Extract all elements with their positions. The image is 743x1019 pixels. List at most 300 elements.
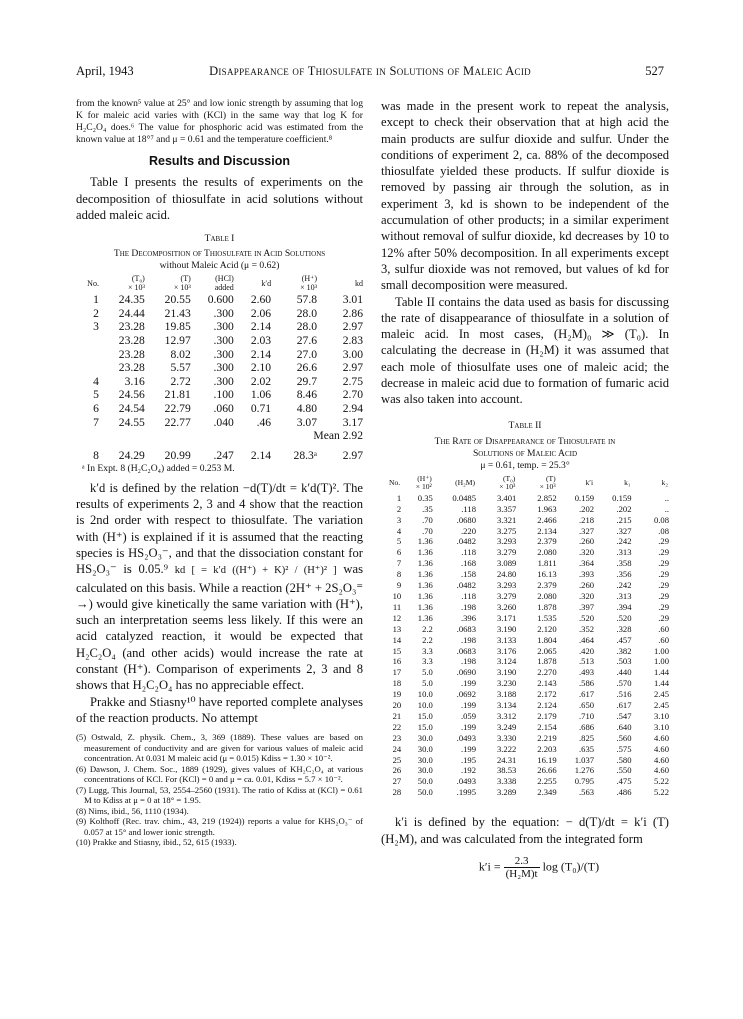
table-cell: 14 (392, 634, 402, 645)
table-cell: .168 (460, 558, 477, 569)
table-cell: 2.379 (537, 580, 557, 591)
table-cell: .300 (213, 334, 234, 348)
table-cell: .. (664, 503, 669, 514)
table1-block (76, 233, 363, 474)
table-cell: 1.36 (417, 569, 433, 580)
table-row (381, 776, 669, 787)
table-cell: .580 (616, 754, 632, 765)
footnote: (8) Nims, ibid., 56, 1110 (1934). (76, 805, 189, 816)
column-header-bottom: × 10³ (539, 482, 556, 492)
table-cell: .247 (213, 449, 234, 463)
table-row (381, 558, 669, 569)
table-cell: 2.255 (537, 776, 557, 787)
table-cell: .260 (579, 536, 595, 547)
column-header (145, 274, 191, 293)
table-cell: .0680 (456, 514, 477, 525)
column-header-bottom: k′i (585, 477, 594, 487)
table-row (76, 388, 363, 402)
table-cell: .516 (616, 689, 632, 700)
table-cell: .570 (616, 678, 632, 689)
table-cell: 1.36 (417, 547, 433, 558)
table-cell: 23 (392, 732, 402, 743)
table-cell: .60 (658, 634, 669, 645)
table-cell: 38.53 (496, 765, 517, 776)
column-header-bottom: × 10² (415, 482, 432, 492)
table-cell: 3.312 (496, 710, 517, 721)
table-cell: .328 (616, 623, 632, 634)
table-cell: 2.94 (342, 402, 363, 416)
table-cell: 1 (93, 293, 99, 307)
column-header-bottom: (H₂M) (455, 477, 476, 487)
table-cell: 0.159 (574, 492, 595, 503)
table-cell: 2.45 (653, 700, 669, 711)
table-cell: .198 (460, 656, 477, 667)
table-cell: 1.037 (574, 754, 595, 765)
table-cell: 2.06 (250, 306, 272, 320)
table-cell: 3 (93, 320, 99, 334)
table-cell: 1.36 (417, 612, 433, 623)
table-cell: 4.60 (653, 732, 669, 743)
column-header-bottom: No. (388, 477, 401, 487)
table-cell: 12 (392, 612, 402, 623)
table-header-row (381, 474, 669, 493)
table-cell: 1.36 (417, 601, 433, 612)
table-row (76, 320, 363, 334)
table-cell: .. (664, 492, 669, 503)
table-cell: .563 (579, 787, 595, 798)
table-cell: .617 (616, 700, 632, 711)
table-row (76, 449, 363, 463)
table-cell: 18 (392, 678, 402, 689)
table-cell: 16 (392, 656, 402, 667)
eq-fraction (504, 855, 540, 880)
table-cell: .0690 (456, 667, 477, 678)
eq-rhs: log (T₀)/(T) (542, 859, 600, 874)
table-cell: 2.2 (422, 634, 433, 645)
table-cell: 19 (392, 689, 402, 700)
header-title: Disappearance of Thiosulfate in Solutions of Maleic Acid (209, 64, 531, 78)
table-cell: 5.0 (422, 667, 433, 678)
table-cell: .118 (461, 503, 477, 514)
table-cell: 1.36 (417, 536, 433, 547)
column-header-bottom: added (214, 283, 234, 293)
table-cell: 1.36 (417, 580, 433, 591)
table-cell: 5.22 (653, 787, 669, 798)
table-row (76, 375, 363, 389)
table-cell: 2.349 (537, 787, 557, 798)
table-cell: .059 (460, 710, 477, 721)
footnote: (9) Kolthoff (Rec. trav. chim., 43, 219 (1924)) reports a value for KHS₂O₃⁻ of 0.057 at 15° and lower ionic strength. (76, 816, 363, 837)
table-cell (76, 361, 99, 375)
table-cell: .586 (579, 678, 595, 689)
table-cell: .393 (579, 569, 595, 580)
table-cell: 28 (392, 787, 402, 798)
table-cell: 3.293 (496, 580, 517, 591)
table-cell: .300 (213, 306, 234, 320)
table-row (76, 361, 363, 375)
table-cell: .199 (460, 678, 477, 689)
column-header (234, 274, 271, 293)
table-row (381, 624, 669, 635)
table-cell: 27.6 (296, 334, 318, 348)
table-cell: 23.28 (118, 347, 145, 361)
table-cell: .08 (658, 525, 669, 536)
table1-label: Table I (204, 233, 235, 245)
table-cell: .040 (213, 415, 234, 429)
column-header-bottom: k₂ (661, 477, 668, 487)
table-cell: .060 (213, 402, 234, 416)
table-cell: .118 (461, 590, 477, 601)
table-cell: 0.159 (612, 492, 632, 503)
table-cell: 21.81 (164, 388, 191, 402)
table-cell: 1.44 (653, 667, 669, 678)
column-header (632, 474, 669, 493)
table-cell: 12.97 (164, 334, 191, 348)
table-cell: 0.08 (653, 514, 669, 525)
table-cell: 0.795 (574, 776, 595, 787)
column-header-bottom: × 10³ (127, 283, 145, 293)
column-header-bottom: × 10³ (499, 482, 516, 492)
table-cell: 24.56 (118, 388, 145, 402)
table-cell: 3.10 (653, 721, 669, 732)
table-cell: 2.75 (342, 374, 363, 388)
table-cell: .358 (616, 558, 632, 569)
table-cell: 15.0 (417, 721, 433, 732)
table-cell: 8.46 (296, 388, 318, 402)
table-cell: .486 (616, 787, 632, 798)
table-cell: .202 (616, 503, 632, 514)
table-cell: 3.176 (496, 645, 517, 656)
table-cell: .356 (616, 569, 632, 580)
table-cell: 5 (396, 536, 402, 547)
table-cell: 0.0485 (452, 492, 477, 503)
table-cell: 2.154 (537, 721, 557, 732)
column-header (191, 274, 234, 293)
table-cell: 17 (392, 667, 402, 678)
table-cell: 8 (396, 569, 402, 580)
intro-paragraph: from the known⁵ value at 25° and low ionic strength by assuming that log K for maleic acid varies with (KCl) in the same way that log K for H₂C₂O₄ does.⁶ The value for phosphoric acid was estimated from the known value at 18°⁷ and μ = 0.61 and the temperature coefficient.⁸ (76, 98, 363, 146)
table-cell: 2.97 (342, 320, 363, 334)
column-header-bottom: kd (355, 278, 363, 288)
table-cell: .215 (616, 514, 632, 525)
table-cell: 3.10 (653, 710, 669, 721)
table-cell: .0482 (456, 580, 477, 591)
table-cell: 10.0 (417, 689, 433, 700)
table-cell: .550 (616, 765, 632, 776)
table-row (76, 416, 363, 430)
column-header-top: (H⁺) (417, 473, 432, 483)
table-cell: .300 (213, 374, 234, 388)
table-cell: 3.124 (496, 656, 517, 667)
table-row (381, 547, 669, 558)
table-cell: .635 (579, 743, 595, 754)
footnote: (5) Ostwald, Z. physik. Chem., 3, 369 (1889). These values are based on measurement of conductivity and are given for various values of maleic acid concentration. At 0.031 M maleic acid (μ = 0.015) Kdiss = 1.30 × 10⁻². (76, 732, 363, 764)
table-cell: 0.600 (207, 293, 234, 307)
table-cell: .29 (658, 612, 669, 623)
table-cell: 1.36 (417, 558, 433, 569)
table-row (381, 678, 669, 689)
table-cell: 26 (392, 765, 402, 776)
table-cell: 27.0 (296, 347, 318, 361)
table-cell: .198 (460, 601, 477, 612)
table-cell: 24.35 (118, 293, 145, 307)
table-cell: 15.0 (417, 710, 433, 721)
table-cell: .0482 (456, 536, 477, 547)
column-header (516, 474, 556, 493)
table-cell: 21 (392, 710, 402, 721)
table-cell: .382 (616, 645, 632, 656)
table-row (76, 307, 363, 321)
table-cell: 23.28 (118, 334, 145, 348)
table-cell: 13 (392, 623, 402, 634)
table-cell: 1.878 (537, 656, 557, 667)
table-cell: .198 (460, 634, 477, 645)
table-cell: 2.219 (537, 732, 557, 743)
table-cell: 7 (93, 415, 99, 429)
table-cell: 3.275 (496, 525, 517, 536)
table-cell: 1.804 (537, 634, 557, 645)
table-cell: 24.54 (118, 402, 145, 416)
table-cell: 1.963 (537, 503, 557, 514)
table-row (381, 504, 669, 515)
table-cell: 3.222 (496, 743, 517, 754)
table-cell: .199 (460, 700, 477, 711)
column-header-bottom: No. (87, 278, 99, 288)
table-cell: .199 (460, 743, 477, 754)
table-cell: 2.10 (250, 361, 272, 375)
table-cell: 9 (396, 580, 402, 591)
table-cell: 28.0 (296, 320, 318, 334)
footnote: (7) Lugg, This Journal, 53, 2554–2560 (1931). The ratio of Kdiss at (KCl) = 0.61 M to Kdiss at μ = 0 at 18° = 1.95. (76, 784, 363, 806)
table-cell: .70 (422, 514, 433, 525)
table-cell: 4 (396, 525, 402, 536)
column-header-top: (T) (545, 473, 556, 483)
table-row (381, 515, 669, 526)
table-cell: 20.99 (164, 449, 191, 463)
table-cell: .710 (579, 710, 595, 721)
table-cell: 2.72 (170, 374, 191, 388)
table2 (381, 474, 669, 799)
table-cell: 1.00 (653, 645, 669, 656)
table-cell: .547 (616, 710, 632, 721)
table-cell: 8.02 (170, 347, 191, 361)
table-cell: .0493 (456, 776, 477, 787)
column-header (433, 474, 476, 493)
table-cell: .199 (460, 721, 477, 732)
table-cell: 2.86 (342, 306, 363, 320)
table-cell: 4 (93, 374, 99, 388)
table-cell: 2.134 (537, 525, 557, 536)
table-cell: 16.19 (537, 754, 557, 765)
table-cell: .35 (422, 503, 433, 514)
table-cell: 2.97 (342, 361, 363, 375)
column-header-bottom: × 10³ (300, 283, 318, 293)
table-cell: 2.14 (250, 320, 272, 334)
column-header (381, 474, 401, 493)
table-cell: 3.279 (496, 590, 517, 601)
footnote: (6) Dawson, J. Chem. Soc., 1889 (1929), gives values of KH₂C₂O₄ at various concentrations of KCl. For (KCl) = 0 and μ = ca. 0.01, Kdiss = 5.7 × 10⁻². (76, 763, 363, 785)
eq-numerator: 2.3 (504, 855, 540, 868)
table-cell: .29 (658, 601, 669, 612)
table-cell: 2.065 (537, 645, 557, 656)
table-cell: .520 (616, 612, 632, 623)
table-cell: .825 (579, 732, 595, 743)
table-cell: 2.080 (537, 547, 557, 558)
table-cell: .493 (579, 667, 595, 678)
footnote: (10) Prakke and Stiasny, ibid., 52, 615 (1933). (76, 837, 237, 848)
table-cell: .29 (658, 547, 669, 558)
table-cell: 3.230 (496, 678, 517, 689)
paragraph-rate-definition-b: was calculated on this basis. While a reaction (2H⁺ + 2S₂O₃⁼ →) would give kinetically the same variation with (H⁺), such an interpretation seems less likely. If this were an acid catalyzed reaction, it would be expected that H₂C₂O₄ (and other acids) would increase the rate at constant (H⁺). Comparison of experiments 2, 3 and 8 shows that H₂C₂O₄ has no appreciable effect. (76, 562, 363, 693)
integrated-equation (409, 855, 669, 880)
table-cell: 4.80 (296, 402, 318, 416)
table-row (381, 689, 669, 700)
paragraph-analysis: was made in the present work to repeat the analysis, except to check their observation that at high acid the main products are sulfur dioxide and sulfur. Under the conditions of experiment 2, ca. 88% of the decomposed thiosulfate yielded these products. If sulfur dioxide is removed by passing air through the solution, as in experiment 3, kd is shown to be independent of the accumulation of other products; in a similar experiment without removal of sulfur dioxide, kd decreases by 10 to 12% after 50% decomposition. In all experiments except 3, sulfur dioxide was not removed, but values of kd for small decomposition were measured. (381, 99, 669, 293)
table-cell: 3.289 (496, 787, 517, 798)
table-cell: 3.279 (496, 547, 517, 558)
inline-equation: kd [ = k′d ((H⁺) + K)² / (H⁺)² ] (174, 565, 337, 577)
table-cell: 3.190 (496, 623, 517, 634)
table-cell: 2.45 (653, 689, 669, 700)
table-cell: 20 (392, 700, 402, 711)
table-cell: 22 (392, 721, 402, 732)
table-cell: .420 (579, 645, 595, 656)
table-cell: 16.13 (537, 569, 557, 580)
table-cell: 24.80 (496, 569, 517, 580)
table-cell: 24.31 (496, 754, 517, 765)
paragraph-prakke: Prakke and Stiasny¹⁰ have reported complete analyses of the reaction products. No attempt (76, 694, 363, 725)
table-cell: 20.55 (164, 293, 191, 307)
table1 (76, 274, 363, 429)
paragraph-integrated: k′i is defined by the equation: − d(T)/dt = k′i (T)(H₂M), and was calculated from the integrated form (381, 815, 669, 846)
left-column (76, 98, 363, 848)
table-cell: 27 (392, 776, 402, 787)
table-cell: .29 (658, 536, 669, 547)
eq-denominator: (H₂M)t (505, 867, 538, 880)
table-cell: .242 (616, 536, 632, 547)
table-cell: 2.120 (537, 623, 557, 634)
table-header-row (76, 274, 363, 293)
column-header-bottom: k′d (261, 278, 272, 288)
table-cell: 30.0 (417, 732, 433, 743)
table-cell: .242 (616, 580, 632, 591)
table-cell: 3.01 (342, 293, 363, 307)
table-row (381, 635, 669, 646)
table2-conditions: μ = 0.61, temp. = 25.3° (480, 459, 570, 471)
column-header-bottom: k₁ (624, 477, 631, 487)
table-cell: .640 (616, 721, 632, 732)
table-cell: 1.276 (574, 765, 595, 776)
table-cell: .560 (616, 732, 632, 743)
table-cell: 50.0 (417, 787, 433, 798)
table-cell: 4.60 (653, 743, 669, 754)
table-cell: .513 (579, 656, 595, 667)
table-cell: 21.43 (164, 306, 191, 320)
column-header-bottom: × 10³ (173, 283, 191, 293)
table-cell: 3 (396, 514, 402, 525)
table-cell: 2.60 (250, 293, 272, 307)
table-cell: 2.03 (250, 334, 272, 348)
table-cell: .0683 (456, 623, 477, 634)
table-cell: 3.07 (296, 415, 318, 429)
table-cell: .100 (213, 388, 234, 402)
table-cell: 57.8 (296, 293, 318, 307)
table-cell: .46 (256, 415, 272, 429)
table-cell: 2.466 (537, 514, 557, 525)
table-row (381, 733, 669, 744)
column-header (594, 474, 631, 493)
table-cell: .29 (658, 580, 669, 591)
table-cell (76, 348, 99, 362)
table-cell: 11 (392, 601, 402, 612)
table-cell: .352 (579, 623, 595, 634)
table-cell: .220 (460, 525, 477, 536)
table-cell: .320 (579, 547, 595, 558)
table-cell: .0683 (456, 645, 477, 656)
table-cell: .118 (461, 547, 477, 558)
table-cell: 3.3 (422, 645, 433, 656)
running-header (76, 64, 664, 80)
table-cell: 1 (396, 492, 402, 503)
table-cell: 3.293 (496, 536, 517, 547)
table-cell: 3.401 (496, 492, 517, 503)
table-cell: .464 (579, 634, 595, 645)
table-row (381, 787, 669, 798)
column-header (401, 474, 433, 493)
table-row (76, 402, 363, 416)
table-row (381, 711, 669, 722)
table-cell: 2.852 (537, 492, 557, 503)
table-cell: 1.36 (417, 590, 433, 601)
table-cell: 3.16 (124, 374, 145, 388)
table-cell: .300 (213, 347, 234, 361)
column-header (476, 474, 516, 493)
page-number: 527 (645, 64, 664, 78)
table-cell: 10.0 (417, 700, 433, 711)
table-cell: 2.124 (537, 700, 557, 711)
table-cell: 26.66 (537, 765, 557, 776)
table-cell: 3.330 (496, 732, 517, 743)
table-cell: 2.14 (250, 347, 272, 361)
table-cell: 28.3ᵃ (293, 449, 318, 463)
table-cell: .396 (460, 612, 477, 623)
table-cell: 2.179 (537, 710, 557, 721)
table-cell: 6 (93, 402, 99, 416)
table-cell: 30.0 (417, 765, 433, 776)
table-cell: .575 (616, 743, 632, 754)
table-cell: 19.85 (164, 320, 191, 334)
table-cell: 3.17 (342, 415, 363, 429)
table-cell: .394 (616, 601, 632, 612)
column-header (271, 274, 317, 293)
table-cell: .520 (579, 612, 595, 623)
table-row (381, 580, 669, 591)
table-row (381, 602, 669, 613)
table-cell: 3.321 (496, 514, 517, 525)
table-cell: 30.0 (417, 754, 433, 765)
table-cell: .29 (658, 590, 669, 601)
table-cell: .327 (579, 525, 595, 536)
table-cell: .260 (579, 580, 595, 591)
table-cell: 2.70 (342, 388, 363, 402)
table-cell: .1995 (456, 787, 477, 798)
table-cell: 2.143 (537, 678, 557, 689)
table-cell: 50.0 (417, 776, 433, 787)
table-row (381, 493, 669, 504)
column-header-top: (T₀) (502, 473, 516, 483)
footnotes (76, 732, 363, 848)
column-header-top: (HCl) (215, 274, 234, 284)
